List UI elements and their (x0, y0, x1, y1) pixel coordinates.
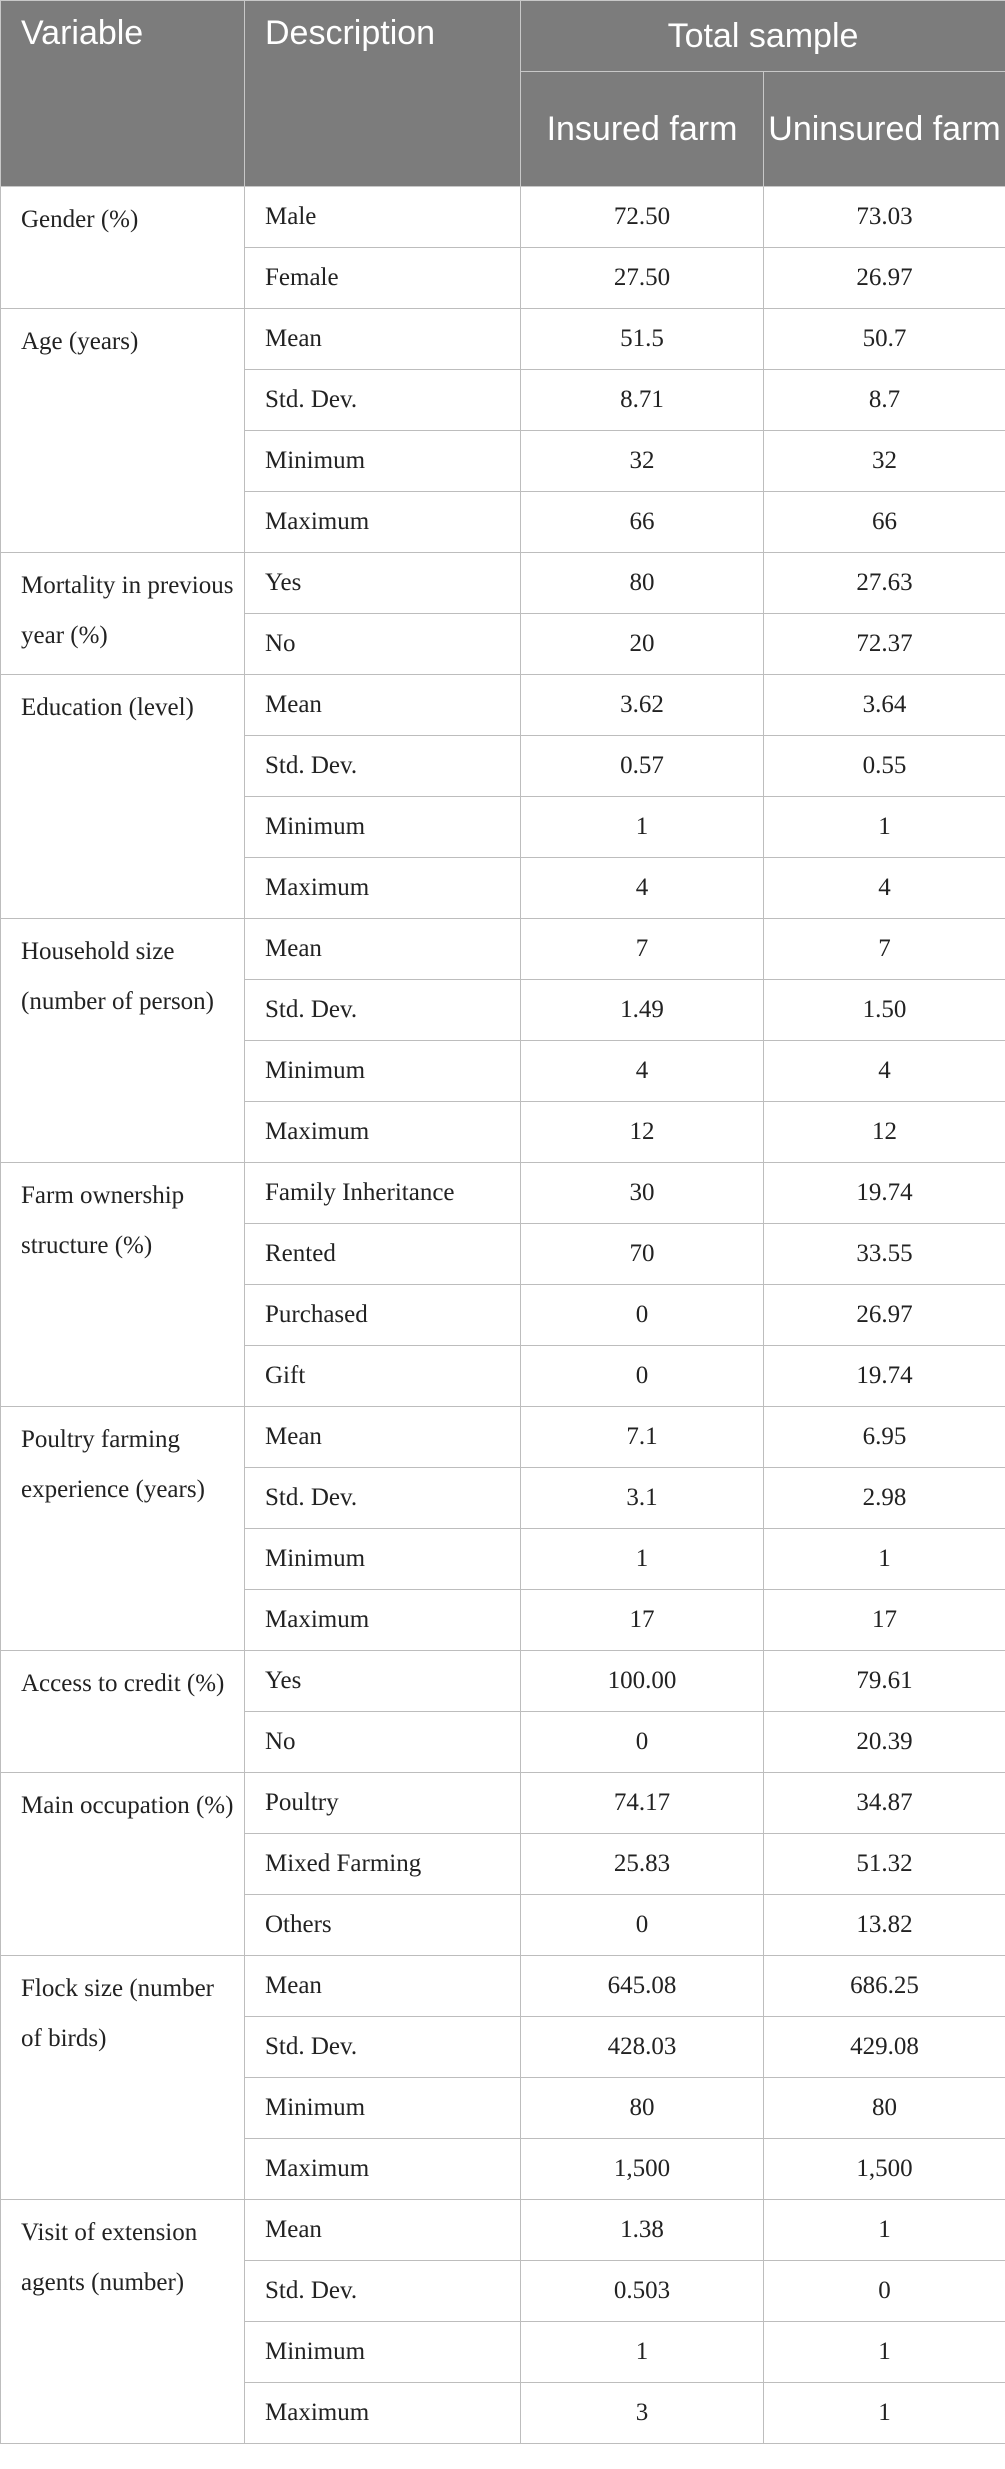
insured-value-cell: 12 (521, 1102, 764, 1163)
uninsured-value-cell: 4 (764, 1041, 1005, 1102)
description-cell: Maximum (245, 1102, 521, 1163)
description-cell: Minimum (245, 2078, 521, 2139)
uninsured-value-cell: 51.32 (764, 1834, 1005, 1895)
variable-cell: Access to credit (%) (1, 1651, 245, 1773)
uninsured-value-cell: 17 (764, 1590, 1005, 1651)
uninsured-value-cell: 13.82 (764, 1895, 1005, 1956)
table-header (1, 1, 1005, 187)
uninsured-value-cell: 20.39 (764, 1712, 1005, 1773)
description-cell: Female (245, 248, 521, 309)
uninsured-value-cell: 8.7 (764, 370, 1005, 431)
description-cell: Maximum (245, 1590, 521, 1651)
description-cell: Male (245, 187, 521, 248)
insured-value-cell: 7.1 (521, 1407, 764, 1468)
insured-value-cell: 27.50 (521, 248, 764, 309)
insured-value-cell: 30 (521, 1163, 764, 1224)
insured-value-cell: 1 (521, 2322, 764, 2383)
description-cell: Mean (245, 675, 521, 736)
description-cell: Family Inheritance (245, 1163, 521, 1224)
insured-value-cell: 4 (521, 858, 764, 919)
uninsured-farm-header: Uninsured farm (764, 72, 1005, 187)
table-row (1, 1407, 1005, 1468)
uninsured-value-cell: 1 (764, 2383, 1005, 2444)
description-cell: Maximum (245, 858, 521, 919)
uninsured-value-cell: 2.98 (764, 1468, 1005, 1529)
uninsured-value-cell: 34.87 (764, 1773, 1005, 1834)
uninsured-value-cell: 33.55 (764, 1224, 1005, 1285)
description-cell: No (245, 1712, 521, 1773)
description-cell: Std. Dev. (245, 2017, 521, 2078)
table-row (1, 1773, 1005, 1834)
insured-value-cell: 17 (521, 1590, 764, 1651)
description-cell: Gift (245, 1346, 521, 1407)
table-row (1, 1651, 1005, 1712)
insured-value-cell: 3.1 (521, 1468, 764, 1529)
insured-value-cell: 1,500 (521, 2139, 764, 2200)
uninsured-value-cell: 4 (764, 858, 1005, 919)
variable-cell: Visit of extension agents (number) (1, 2200, 245, 2444)
uninsured-value-cell: 429.08 (764, 2017, 1005, 2078)
insured-value-cell: 0 (521, 1285, 764, 1346)
table-row (1, 553, 1005, 614)
insured-farm-header: Insured farm (521, 72, 764, 187)
description-cell: Rented (245, 1224, 521, 1285)
uninsured-value-cell: 686.25 (764, 1956, 1005, 2017)
description-cell: Std. Dev. (245, 2261, 521, 2322)
table-row (1, 919, 1005, 980)
uninsured-value-cell: 1 (764, 2322, 1005, 2383)
insured-value-cell: 7 (521, 919, 764, 980)
variable-cell: Education (level) (1, 675, 245, 919)
uninsured-value-cell: 72.37 (764, 614, 1005, 675)
description-cell: Minimum (245, 1529, 521, 1590)
insured-value-cell: 74.17 (521, 1773, 764, 1834)
description-cell: Purchased (245, 1285, 521, 1346)
uninsured-value-cell: 26.97 (764, 248, 1005, 309)
description-cell: Maximum (245, 492, 521, 553)
insured-value-cell: 0 (521, 1346, 764, 1407)
description-cell: Std. Dev. (245, 736, 521, 797)
description-cell: Minimum (245, 2322, 521, 2383)
insured-value-cell: 0 (521, 1895, 764, 1956)
description-cell: Maximum (245, 2139, 521, 2200)
description-cell: Maximum (245, 2383, 521, 2444)
description-cell: Std. Dev. (245, 370, 521, 431)
uninsured-value-cell: 27.63 (764, 553, 1005, 614)
insured-value-cell: 0.57 (521, 736, 764, 797)
insured-value-cell: 8.71 (521, 370, 764, 431)
uninsured-value-cell: 73.03 (764, 187, 1005, 248)
description-cell: Minimum (245, 797, 521, 858)
variable-cell: Household size (number of person) (1, 919, 245, 1163)
uninsured-value-cell: 32 (764, 431, 1005, 492)
uninsured-value-cell: 1 (764, 2200, 1005, 2261)
insured-value-cell: 51.5 (521, 309, 764, 370)
uninsured-value-cell: 1.50 (764, 980, 1005, 1041)
total-sample-header: Total sample (521, 1, 1005, 72)
insured-value-cell: 1.38 (521, 2200, 764, 2261)
description-header: Description (245, 1, 521, 187)
header-row (1, 1, 1005, 72)
insured-value-cell: 32 (521, 431, 764, 492)
insured-value-cell: 70 (521, 1224, 764, 1285)
insured-value-cell: 0.503 (521, 2261, 764, 2322)
insured-value-cell: 1 (521, 1529, 764, 1590)
description-cell: Mixed Farming (245, 1834, 521, 1895)
description-cell: Std. Dev. (245, 980, 521, 1041)
insured-value-cell: 100.00 (521, 1651, 764, 1712)
insured-value-cell: 1.49 (521, 980, 764, 1041)
variable-cell: Mortality in previous year (%) (1, 553, 245, 675)
description-cell: Poultry (245, 1773, 521, 1834)
description-cell: No (245, 614, 521, 675)
variable-cell: Flock size (number of birds) (1, 1956, 245, 2200)
uninsured-value-cell: 19.74 (764, 1346, 1005, 1407)
table-row (1, 187, 1005, 248)
table-row (1, 675, 1005, 736)
variable-cell: Gender (%) (1, 187, 245, 309)
description-cell: Minimum (245, 431, 521, 492)
uninsured-value-cell: 79.61 (764, 1651, 1005, 1712)
variable-cell: Farm ownership structure (%) (1, 1163, 245, 1407)
insured-value-cell: 80 (521, 553, 764, 614)
uninsured-value-cell: 66 (764, 492, 1005, 553)
uninsured-value-cell: 6.95 (764, 1407, 1005, 1468)
table-row (1, 2200, 1005, 2261)
description-cell: Others (245, 1895, 521, 1956)
description-cell: Mean (245, 2200, 521, 2261)
description-cell: Mean (245, 1407, 521, 1468)
table-body (1, 187, 1005, 2444)
description-cell: Yes (245, 553, 521, 614)
insured-value-cell: 25.83 (521, 1834, 764, 1895)
table-row (1, 1956, 1005, 2017)
uninsured-value-cell: 80 (764, 2078, 1005, 2139)
insured-value-cell: 4 (521, 1041, 764, 1102)
insured-value-cell: 428.03 (521, 2017, 764, 2078)
variable-cell: Main occupation (%) (1, 1773, 245, 1956)
description-cell: Mean (245, 1956, 521, 2017)
table-row (1, 1163, 1005, 1224)
variable-header: Variable (1, 1, 245, 187)
insured-value-cell: 0 (521, 1712, 764, 1773)
uninsured-value-cell: 1 (764, 797, 1005, 858)
uninsured-value-cell: 3.64 (764, 675, 1005, 736)
insured-value-cell: 66 (521, 492, 764, 553)
uninsured-value-cell: 19.74 (764, 1163, 1005, 1224)
table-row (1, 309, 1005, 370)
insured-value-cell: 645.08 (521, 1956, 764, 2017)
uninsured-value-cell: 1,500 (764, 2139, 1005, 2200)
insured-value-cell: 80 (521, 2078, 764, 2139)
uninsured-value-cell: 0 (764, 2261, 1005, 2322)
insured-value-cell: 20 (521, 614, 764, 675)
uninsured-value-cell: 50.7 (764, 309, 1005, 370)
insured-value-cell: 1 (521, 797, 764, 858)
description-cell: Mean (245, 309, 521, 370)
uninsured-value-cell: 0.55 (764, 736, 1005, 797)
variable-cell: Poultry farming experience (years) (1, 1407, 245, 1651)
variable-cell: Age (years) (1, 309, 245, 553)
description-cell: Yes (245, 1651, 521, 1712)
uninsured-value-cell: 26.97 (764, 1285, 1005, 1346)
insured-value-cell: 3 (521, 2383, 764, 2444)
insured-value-cell: 3.62 (521, 675, 764, 736)
description-cell: Minimum (245, 1041, 521, 1102)
uninsured-value-cell: 12 (764, 1102, 1005, 1163)
uninsured-value-cell: 7 (764, 919, 1005, 980)
insured-value-cell: 72.50 (521, 187, 764, 248)
description-cell: Mean (245, 919, 521, 980)
description-cell: Std. Dev. (245, 1468, 521, 1529)
uninsured-value-cell: 1 (764, 1529, 1005, 1590)
